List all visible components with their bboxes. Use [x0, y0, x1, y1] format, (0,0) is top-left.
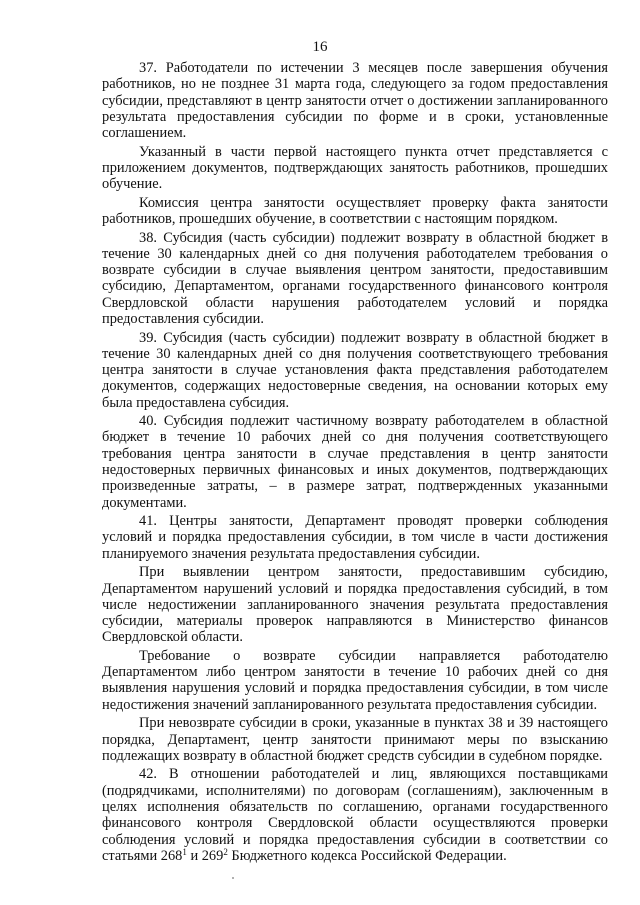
document-body	[102, 60, 608, 864]
paragraph-42-text-start: 42. В отношении работодателей и лиц, являющихся поставщиками (подрядчиками, исполнителями) по договорам (соглашениям), заключенным в целях исполнения обязательств по соглашению, органами государственного финансового контроля Свердловской области осуществляются проверки соблюдения условий и порядка предоставления субсидии в соответствии со статьями 268	[102, 766, 608, 864]
paragraph-37-part-2: Указанный в части первой настоящего пункта отчет представляется с приложением документов, подтверждающих занятость работников, прошедших обучение.	[102, 143, 608, 193]
superscript-1: 1	[182, 846, 187, 857]
paragraph-38: 38. Субсидия (часть субсидии) подлежит возврату в областной бюджет в течение 30 календарных дней со дня получения работодателем требования о возврате субсидии в случае выявления центром занятости, предоставившим субсидию, Департаментом, органами государственного финансового контроля Свердловской области нарушения работодателем условий и порядка предоставления субсидии.	[102, 229, 608, 328]
paragraph-37-part-3: Комиссия центра занятости осуществляет проверку факта занятости работников, прошедших обучение, в соответствии с настоящим порядком.	[102, 194, 608, 228]
paragraph-41-part-2: При выявлении центром занятости, предоставившим субсидию, Департаментом нарушений условий и порядка предоставления субсидий, в том числе недостижении запланированного значения результата предоставления субсидии, материалы проверок направляются в Министерство финансов Свердловской области.	[102, 564, 608, 646]
paragraph-41-part-4: При невозврате субсидии в сроки, указанные в пунктах 38 и 39 настоящего порядка, Департамент, центр занятости принимают меры по взысканию подлежащих возврату в областной бюджет средств субсидии в судебном порядке.	[102, 715, 608, 764]
paragraph-42	[102, 766, 608, 864]
paragraph-41: 41. Центры занятости, Департамент проводят проверки соблюдения условий и порядка предоставления субсидии, в том числе в части достижения планируемого значения результата предоставления субсидии.	[102, 513, 608, 562]
paragraph-39: 39. Субсидия (часть субсидии) подлежит возврату в областной бюджет в течение 30 календарных дней со дня получения соответствующего требования центра занятости в случае установления факта представления работодателем документов, содержащих недостоверные сведения, на основании которых ему была предоставлена субсидия.	[102, 329, 608, 411]
paragraph-41-part-3: Требование о возврате субсидии направляется работодателю Департаментом либо центром занятости в течение 10 рабочих дней со дня выявления нарушения условий и порядка предоставления субсидии, в том числе недостижения значений запланированного результата предоставления субсидии.	[102, 647, 608, 713]
paragraph-42-text-middle: и 269	[186, 847, 224, 864]
paragraph-42-text-end: Бюджетного кодекса Российской Федерации.	[227, 847, 507, 864]
scan-mark	[232, 877, 234, 879]
superscript-2: 2	[223, 846, 228, 857]
paragraph-40: 40. Субсидия подлежит частичному возврату работодателем в областной бюджет в течение 10 рабочих дней со дня получения соответствующего требования центра занятости в случае представления в центр занятости недостоверных первичных финансовых и иных документов, подтверждающих произведенные затраты, – в размере затрат, подтвержденных указанными документами.	[102, 413, 608, 511]
paragraph-37: 37. Работодатели по истечении 3 месяцев после завершения обучения работников, но не позднее 31 марта года, следующего за годом предоставления субсидии, представляют в центр занятости отчет о достижении запланированного результата предоставления субсидии по форме и в сроки, установленные соглашением.	[102, 60, 608, 142]
page-number: 16	[312, 39, 328, 55]
